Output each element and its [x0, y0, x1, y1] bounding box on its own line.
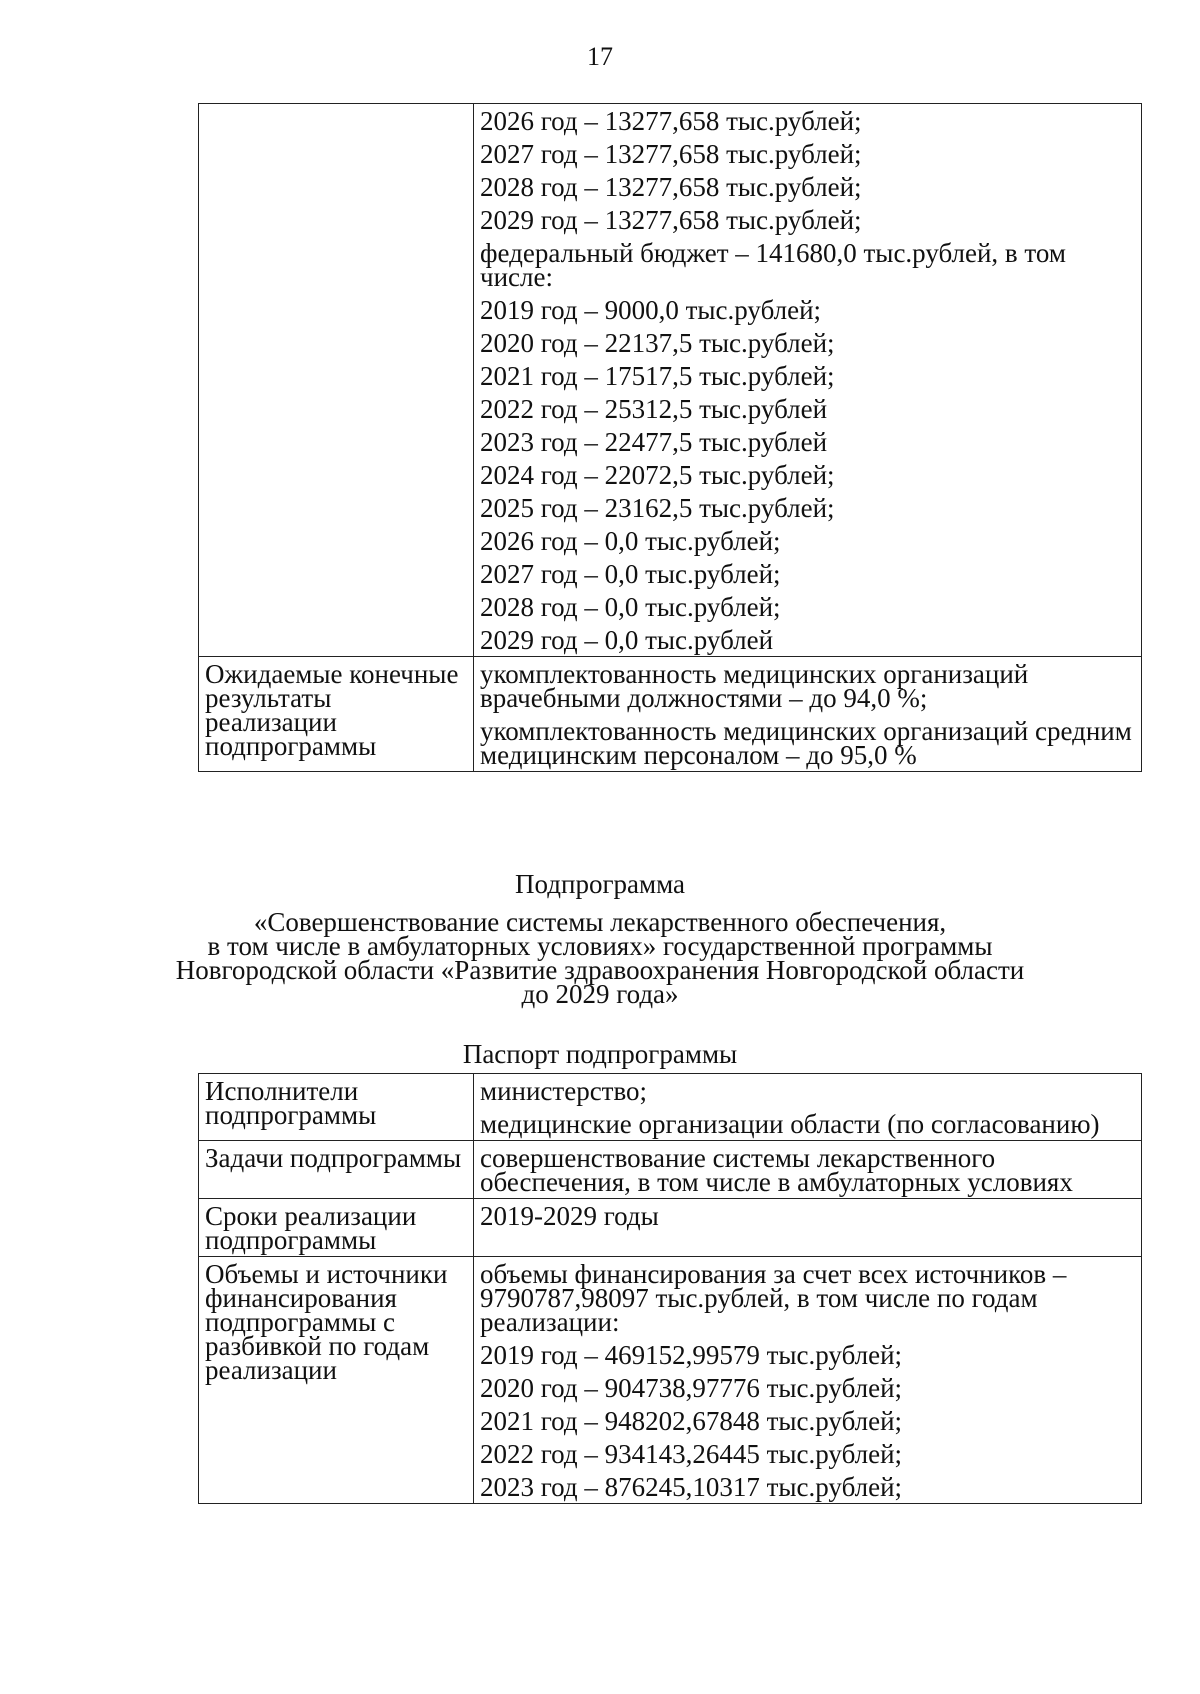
financing-line: 2029 год – 13277,658 тыс.рублей;	[480, 205, 862, 235]
table-row	[199, 1141, 1142, 1199]
financing-line: 2024 год – 22072,5 тыс.рублей;	[480, 460, 835, 490]
executors-cell	[474, 1074, 1142, 1141]
subprogram-title-line: «Совершенствование системы лекарственного обеспечения,	[253, 907, 947, 937]
funding-label	[199, 1257, 474, 1504]
table-row	[199, 1074, 1142, 1141]
subprogram-title-line: Новгородской области «Развитие здравоохранения Новгородской области	[175, 955, 1025, 985]
subprogram-heading: Подпрограмма	[515, 869, 685, 899]
tasks-text: совершенствование системы лекарственного обеспечения, в том числе в амбулаторных условиях	[480, 1143, 1073, 1197]
empty-label-cell	[199, 104, 474, 657]
funding-line: 2022 год – 934143,26445 тыс.рублей;	[480, 1439, 903, 1469]
results-label	[199, 657, 474, 772]
financing-line: 2028 год – 13277,658 тыс.рублей;	[480, 172, 862, 202]
executors-label-text: Исполнители подпрограммы	[205, 1076, 377, 1130]
funding-line: 2019 год – 469152,99579 тыс.рублей;	[480, 1340, 903, 1370]
passport-table	[198, 1073, 1142, 1504]
subprogram-title	[0, 907, 1200, 1009]
financing-cell	[474, 104, 1142, 657]
terms-label	[199, 1199, 474, 1257]
financing-line: 2023 год – 22477,5 тыс.рублей	[480, 427, 828, 457]
financing-table-continued	[198, 103, 1142, 772]
financing-line: 2022 год – 25312,5 тыс.рублей	[480, 394, 828, 424]
subprogram-title-line: до 2029 года»	[521, 979, 679, 1009]
funding-line: 2021 год – 948202,67848 тыс.рублей;	[480, 1406, 903, 1436]
terms-label-text: Сроки реализации подпрограммы	[205, 1201, 417, 1255]
executor-item: министерство;	[480, 1076, 648, 1106]
result-item: укомплектованность медицинских организаций врачебными должностями – до 94,0 %;	[480, 659, 1029, 713]
result-item: укомплектованность медицинских организаций средним медицинским персоналом – до 95,0 %	[480, 716, 1132, 770]
results-cell	[474, 657, 1142, 772]
funding-line: 2020 год – 904738,97776 тыс.рублей;	[480, 1373, 903, 1403]
executor-item: медицинские организации области (по согласованию)	[480, 1109, 1100, 1139]
financing-line: 2019 год – 9000,0 тыс.рублей;	[480, 295, 822, 325]
financing-line: 2025 год – 23162,5 тыс.рублей;	[480, 493, 835, 523]
subprogram-title-line: в том числе в амбулаторных условиях» государственной программы	[207, 931, 993, 961]
passport-title: Паспорт подпрограммы	[462, 1039, 738, 1069]
page-number: 17	[587, 42, 613, 71]
terms-cell	[474, 1199, 1142, 1257]
tasks-label	[199, 1141, 474, 1199]
results-label-text: Ожидаемые конечные результаты реализации подпрограммы	[205, 659, 459, 761]
tasks-label-text: Задачи подпрограммы	[205, 1143, 462, 1173]
financing-line: 2021 год – 17517,5 тыс.рублей;	[480, 361, 835, 391]
table-row	[199, 1257, 1142, 1504]
funding-cell	[474, 1257, 1142, 1504]
executors-label	[199, 1074, 474, 1141]
financing-line: 2029 год – 0,0 тыс.рублей	[480, 625, 774, 655]
financing-line: 2027 год – 0,0 тыс.рублей;	[480, 559, 781, 589]
table-row	[199, 104, 1142, 657]
financing-line: 2020 год – 22137,5 тыс.рублей;	[480, 328, 835, 358]
funding-line: 2023 год – 876245,10317 тыс.рублей;	[480, 1472, 903, 1502]
financing-line: 2028 год – 0,0 тыс.рублей;	[480, 592, 781, 622]
financing-line: 2026 год – 0,0 тыс.рублей;	[480, 526, 781, 556]
financing-line: 2026 год – 13277,658 тыс.рублей;	[480, 106, 862, 136]
funding-label-text: Объемы и источники финансирования подпрограммы с разбивкой по годам реализации	[205, 1259, 448, 1385]
table-row	[199, 657, 1142, 772]
table-row	[199, 1199, 1142, 1257]
federal-budget-line: федеральный бюджет – 141680,0 тыс.рублей, в том числе:	[480, 238, 1066, 292]
terms-text: 2019-2029 годы	[480, 1201, 659, 1231]
tasks-cell	[474, 1141, 1142, 1199]
funding-intro: объемы финансирования за счет всех источников – 9790787,98097 тыс.рублей, в том числе по годам реализации:	[480, 1259, 1067, 1337]
financing-line: 2027 год – 13277,658 тыс.рублей;	[480, 139, 862, 169]
